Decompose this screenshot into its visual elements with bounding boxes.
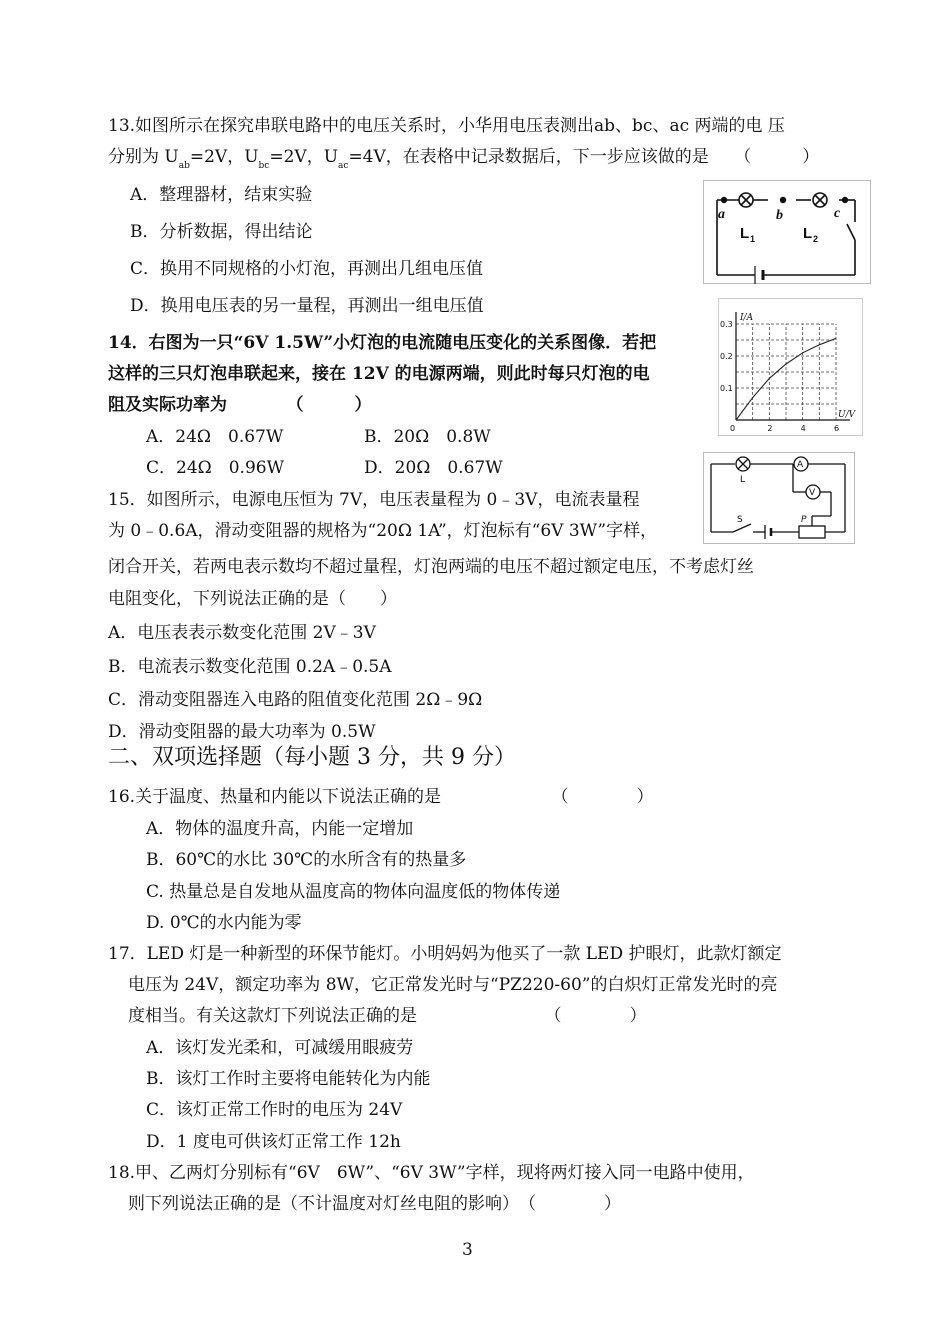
lamp-l1-label: L — [740, 225, 750, 242]
lamp-l-label: L — [740, 475, 746, 485]
q17-option-b: B．该灯工作时主要将电能转化为内能 — [146, 1069, 431, 1089]
q15-line-2: 为 0﹣0.6A，滑动变阻器的规格为“20Ω 1A”，灯泡标有“6V 3W”字样， — [108, 521, 658, 541]
page-number: 3 — [462, 1240, 473, 1260]
x-tick-label: 6 — [834, 424, 840, 433]
q14-iu-chart — [718, 298, 863, 436]
switch-s-label: S — [737, 515, 743, 525]
q13-option-a: A．整理器材，结束实验 — [130, 185, 313, 205]
x-tick-label: 2 — [767, 424, 773, 433]
y-axis-label: I/A — [740, 313, 754, 323]
q16-option-b: B．60℃的水比 30℃的水所含有的热量多 — [146, 850, 467, 870]
q15-option-c: C．滑动变阻器连入电路的阻值变化范围 2Ω﹣9Ω — [108, 690, 483, 710]
q16-option-c: C. 热量总是自发地从温度高的物体向温度低的物体传递 — [146, 882, 561, 902]
y-tick-label: 0.1 — [720, 384, 733, 393]
y-tick-label: 0.2 — [720, 352, 733, 361]
q15-line-4: 电阻变化，下列说法正确的是（ ） — [108, 589, 397, 609]
q15-option-d: D．滑动变阻器的最大功率为 0.5W — [108, 722, 376, 742]
q14-option-c: C．24Ω 0.96W — [146, 458, 285, 478]
q13-option-d: D．换用电压表的另一量程，再测出一组电压值 — [130, 296, 484, 316]
q15-circuit-figure — [703, 452, 855, 544]
q13-line-1: 13.如图所示在探究串联电路中的电压关系时，小华用电压表测出ab、bc、ac 两端的电 压 — [108, 116, 785, 136]
q13-series-circuit-figure — [703, 180, 871, 284]
q17-option-a: A．该灯发光柔和，可减缓用眼疲劳 — [146, 1038, 414, 1058]
q18-line-2: 则下列说法正确的是（不计温度对灯丝电阻的影响） （ ） — [128, 1194, 621, 1214]
lamp-l1-subscript: 1 — [750, 234, 756, 244]
q13-option-b: B．分析数据，得出结论 — [130, 222, 313, 242]
q17-line-1: 17．LED 灯是一种新型的环保节能灯。小明妈妈为他买了一款 LED 护眼灯，此款灯额定 — [108, 944, 782, 964]
q15-line-1: 15．如图所示，电源电压恒为 7V，电压表量程为 0﹣3V，电流表量程 — [108, 490, 640, 510]
q18-line-1: 18.甲、乙两灯分别标有“6V 6W”、“6V 3W”字样，现将两灯接入同一电路中使用， — [108, 1163, 755, 1183]
lamp-l2-label: L — [803, 225, 813, 242]
q15-line-3: 闭合开关，若两电表示数均不超过量程，灯泡两端的电压不超过额定电压，不考虑灯丝 — [108, 557, 754, 577]
q15-option-b: B．电流表示数变化范围 0.2A﹣0.5A — [108, 657, 392, 677]
point-c-label: c — [834, 206, 841, 221]
q14-option-d: D．20Ω 0.67W — [364, 458, 503, 478]
q16-option-d: D. 0℃的水内能为零 — [146, 913, 302, 933]
section-2-title: 二、双项选择题（每小题 3 分，共 9 分） — [108, 745, 516, 770]
q16-option-a: A．物体的温度升高，内能一定增加 — [146, 819, 414, 839]
q13-line-2: 分别为 $U_{ab}=2V$，$U_{bc}=2V$，$U_{ac}=4V$，在表格中记录数据后，下一步应该做的是 （ ） — [108, 147, 820, 171]
x-axis-label: U/V — [838, 410, 856, 420]
slider-p-label: P — [801, 515, 807, 525]
q17-option-d: D．1 度电可供该灯正常工作 12h — [146, 1132, 401, 1152]
point-b-label: b — [776, 208, 783, 223]
y-tick-label: 0.3 — [720, 320, 733, 329]
point-a-label: a — [718, 207, 725, 222]
q14-line-3: 阻及实际功率为 （ ） — [108, 395, 372, 415]
x-tick-label: 0 — [730, 424, 736, 433]
lamp-l2-subscript: 2 — [813, 234, 819, 244]
q14-line-1: 14．右图为一只“6V 1.5W”小灯泡的电流随电压变化的关系图像．若把 — [108, 333, 657, 353]
q15-option-a: A．电压表表示数变化范围 2V﹣3V — [108, 623, 376, 643]
q16-line-1: 16.关于温度、热量和内能以下说法正确的是 （ ） — [108, 787, 654, 807]
q13-option-c: C．换用不同规格的小灯泡，再测出几组电压值 — [130, 259, 484, 279]
q17-line-2: 电压为 24V，额定功率为 8W，它正常发光时与“PZ220-60”的白炽灯正常发光时的亮 — [128, 975, 778, 995]
q17-line-3: 度相当。有关这款灯下列说法正确的是 （ ） — [128, 1006, 647, 1026]
x-tick-label: 4 — [800, 424, 806, 433]
q14-option-b: B．20Ω 0.8W — [364, 427, 491, 447]
voltmeter-symbol: V — [809, 488, 816, 498]
q14-line-2: 这样的三只灯泡串联起来，接在 12V 的电源两端，则此时每只灯泡的电 — [108, 364, 650, 384]
ammeter-symbol: A — [797, 460, 804, 470]
q17-option-c: C．该灯正常工作时的电压为 24V — [146, 1100, 403, 1120]
q14-option-a: A．24Ω 0.67W — [146, 427, 284, 447]
